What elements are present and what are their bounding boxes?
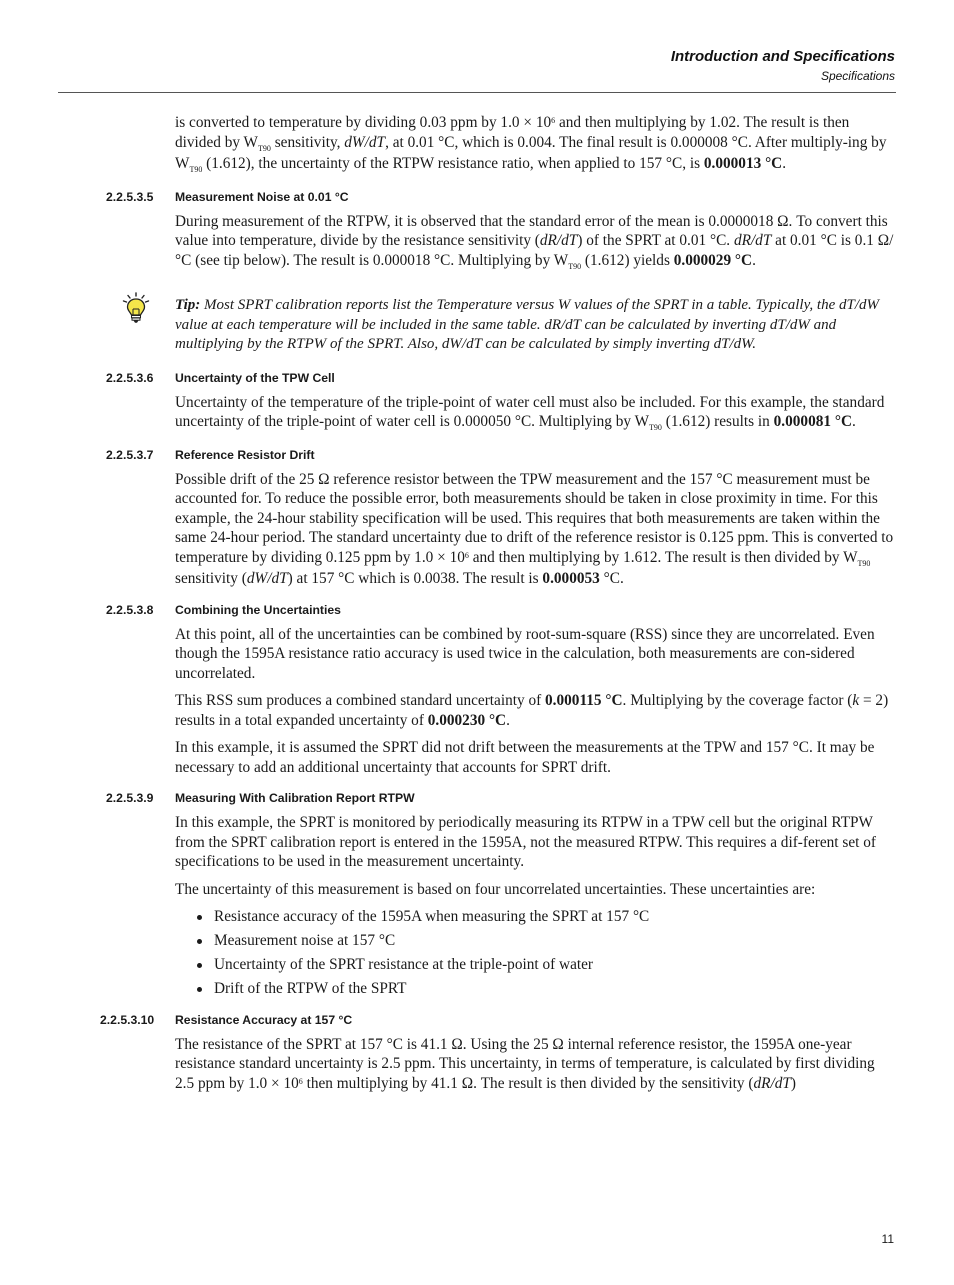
section-number: 2.2.5.3.6: [106, 370, 154, 385]
measurement-noise-paragraph: During measurement of the RTPW, it is observed that the standard error of the mean is 0.0000018 Ω. To convert this value into temperature, divide by the resistance sensitivity (dR/dT) of the SPRT at 0.01 °C. dR/dT at 0.01 °C is 0.1 Ω/°C (see tip below). The result is 0.000018 °C. Multiplying by $W_{T90}$ (1.612) yields 0.000029 °C.: [175, 212, 894, 271]
section-number: 2.2.5.3.7: [106, 447, 154, 462]
list-item: Measurement noise at 157 °C: [175, 931, 896, 951]
section-heading-2-2-5-3-6: [0, 371, 954, 389]
uncertainty-list: [175, 907, 896, 999]
lightbulb-icon: [121, 292, 151, 324]
calibration-report-paragraph-2: The uncertainty of this measurement is based on four uncorrelated uncertainties. These uncertainties are:: [175, 880, 816, 898]
section-title: Measurement Noise at 0.01 °C: [175, 189, 349, 204]
section-number: 2.2.5.3.5: [106, 189, 154, 204]
list-item: Uncertainty of the SPRT resistance at the triple-point of water: [175, 955, 896, 975]
section-heading-2-2-5-3-10: [0, 1013, 954, 1031]
intro-paragraph: is converted to temperature by dividing 0.03 ppm by $1.0 \times 10^6$ and then multiplying by 1.02. The result is then divided by $W_{T90}$ sensitivity, dW/dT, at 0.01 °C, which is 0.004. The final result is 0.000008 °C. After multiply-ing by $W_{T90}$ (1.612), the uncertainty of the RTPW resistance ratio, when applied to 157 °C, is 0.000013 °C.: [175, 114, 887, 174]
page-number: 11: [881, 1232, 894, 1246]
tpw-cell-paragraph: Uncertainty of the temperature of the triple-point of water cell must also be included. For this example, the standard uncertainty of the triple-point of water cell is 0.000050 °C. Multiplying by $W_{T90}$ (1.612) results in 0.000081 °C.: [175, 393, 885, 432]
resistance-accuracy-paragraph: The resistance of the SPRT at 157 °C is 41.1 Ω. Using the 25 Ω internal reference resistor, the 1595A one-year resistance standard uncertainty is 2.5 ppm. This uncertainty, in terms of temperature, is calculated by first dividing 2.5 ppm by $1.0 \times 10^6$ then multiplying by 41.1 Ω. The result is then divided by the sensitivity (dR/dT): [175, 1035, 875, 1092]
section-number: 2.2.5.3.10: [100, 1012, 155, 1027]
combining-paragraph-2: This RSS sum produces a combined standard uncertainty of 0.000115 °C. Multiplying by the coverage factor (k = 2) results in a total expanded uncertainty of 0.000230 °C.: [175, 692, 889, 729]
calibration-report-paragraph-1: In this example, the SPRT is monitored by periodically measuring its RTPW in a TPW cell but the original RTPW from the SPRT calibration report is entered in the 1595A, not the measured RTPW. This requires a dif-ferent set of specifications to be used in the measurement uncertainty.: [175, 814, 876, 870]
combining-paragraph-3: In this example, it is assumed the SPRT did not drift between the measurements at the TPW and 157 °C. It may be necessary to add an additional uncertainty that accounts for SPRT drift.: [175, 739, 875, 776]
section-title: Resistance Accuracy at 157 °C: [175, 1012, 353, 1027]
combining-paragraph-1: At this point, all of the uncertainties can be combined by root-sum-square (RSS) since they are uncorrelated. Even though the 1595A resistance ratio accuracy is used twice in the calculation, both measurements are con-sidered uncorrelated.: [175, 625, 875, 682]
section-heading-2-2-5-3-5: [0, 190, 954, 208]
tip-box: [175, 296, 896, 355]
page-body: [0, 113, 954, 1101]
section-heading-2-2-5-3-7: [0, 448, 954, 466]
section-heading-2-2-5-3-8: [0, 603, 954, 621]
resistor-drift-paragraph: Possible drift of the 25 Ω reference resistor between the TPW measurement and the 157 °C measurement must be accounted for. To reduce the possible error, both measurements should be taken in close proximity in time. For this example, the 24-hour stability specification will be used. This requires that both measurements are taken within the same 24-hour period. The standard uncertainty due to drift of the reference resistor is 0.125 ppm. This is converted to temperature by dividing 0.125 ppm by $1.0 \times 10^6$ and then multiplying by 1.612. The result is then divided by $W_{T90}$ sensitivity (dW/dT) at 157 °C which is 0.0038. The result is 0.000053 °C.: [175, 470, 894, 587]
section-title: Measuring With Calibration Report RTPW: [175, 791, 415, 805]
section-number: 2.2.5.3.9: [106, 791, 154, 805]
section-title: Uncertainty of the TPW Cell: [175, 370, 335, 385]
header-divider: [58, 92, 896, 93]
section-heading-2-2-5-3-9: [0, 791, 954, 809]
section-title: Reference Resistor Drift: [175, 447, 315, 462]
list-item: Drift of the RTPW of the SPRT: [175, 979, 896, 999]
running-header-title: Introduction and Specifications: [670, 48, 895, 65]
section-number: 2.2.5.3.8: [106, 602, 154, 617]
list-item: Resistance accuracy of the 1595A when measuring the SPRT at 157 °C: [175, 907, 896, 927]
running-header-subtitle: Specifications: [820, 69, 895, 83]
tip-text: Tip: Most SPRT calibration reports list the Temperature versus W values of the SPRT in a table. Typically, the dT/dW value at each temperature will be included in the same table. dR/dT can be calculated by inverting dT/dW and multiplying by the RTPW of the SPRT. Also, dW/dT can be calculated by simply inverting dT/dW.: [175, 297, 879, 352]
section-title: Combining the Uncertainties: [175, 602, 341, 617]
